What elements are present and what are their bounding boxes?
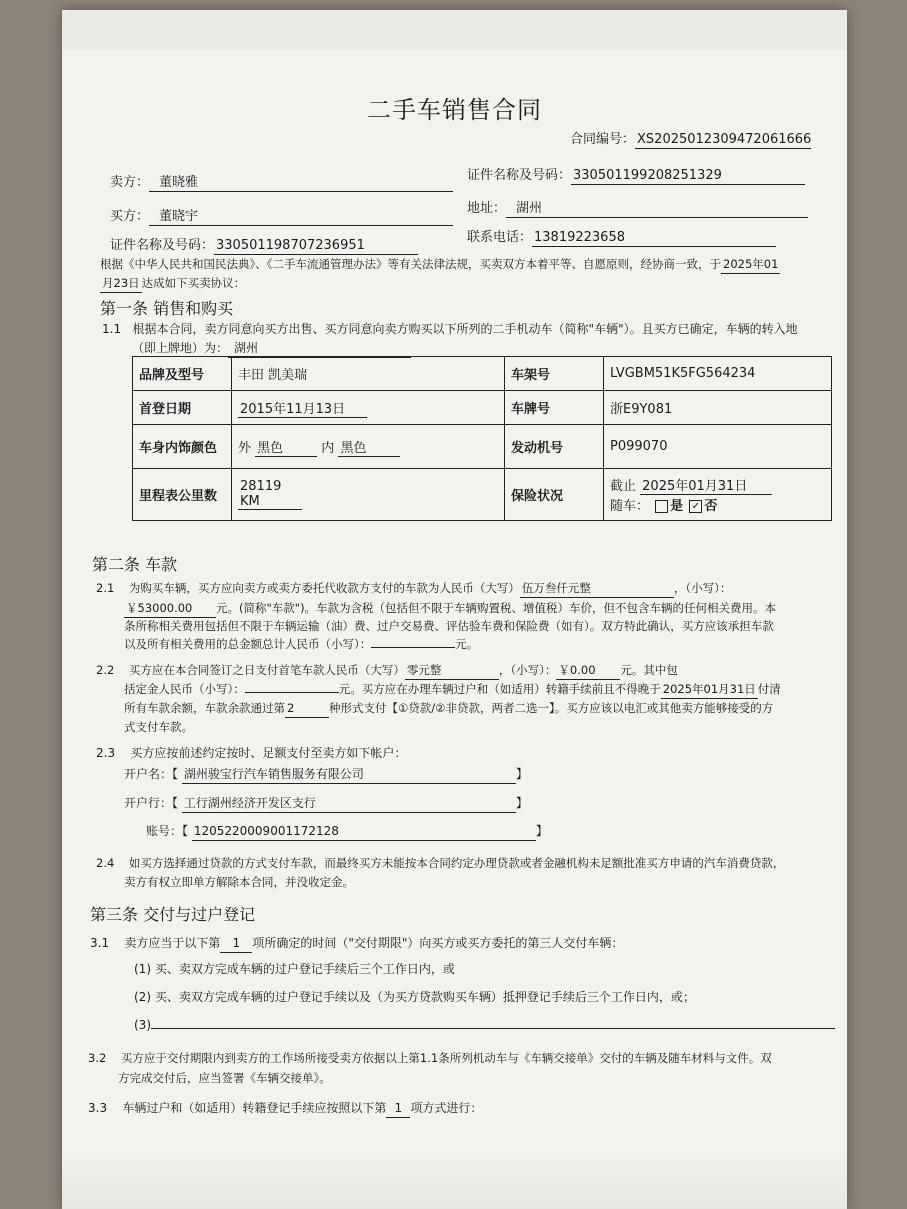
clause-3-2-a	[88, 1050, 772, 1067]
clause-text: 项所确定的时间（"交付期限"）向买方或买方委托的第三人交付车辆：	[252, 936, 624, 950]
article-1-heading: 第一条 销售和购买	[100, 299, 234, 318]
account-number-label: 账号：	[146, 824, 183, 838]
no-label: 否	[704, 499, 718, 514]
contract-number-value: XS2025012309472061666	[637, 132, 812, 147]
address-line	[467, 200, 808, 218]
clause-2-4-b: 卖方有权立即单方解除本合同，并没收定金。	[124, 875, 354, 889]
bank-label: 开户行：	[124, 796, 173, 810]
insurance-follow	[610, 495, 825, 514]
clause-3-3	[88, 1100, 482, 1118]
intro-date-2: 月23日	[100, 275, 142, 293]
clause-text: （即上牌地）为：	[132, 341, 229, 355]
clause-2-2-d: 式支付车款。	[124, 720, 193, 734]
clause-2-4-a	[96, 855, 784, 872]
price-amount: ￥53000.00	[124, 600, 216, 618]
clause-text: 卖方应当于以下第	[124, 936, 221, 950]
total-amount-blank	[371, 647, 455, 648]
clause-2-2-a	[96, 662, 678, 680]
intro-line-1	[100, 256, 780, 274]
contract-page	[62, 10, 847, 1209]
mileage-label: 里程表公里数	[133, 469, 232, 521]
vin-value: LVGBM51K5FG564234	[604, 357, 832, 391]
clause-2-2-c	[124, 700, 773, 718]
clause-text: 买方应按前述约定按时、足额支付至卖方如下帐户：	[130, 746, 407, 760]
clause-text: ，（小写）：	[498, 663, 557, 677]
color-label: 车身内饰颜色	[133, 425, 232, 469]
buyer-line	[110, 208, 453, 226]
first-payment-amount: ￥0.00	[556, 662, 620, 680]
clause-number: 3.2	[88, 1051, 107, 1065]
first-payment-words: 零元整	[405, 662, 499, 680]
clause-2-2-b	[124, 681, 781, 699]
clause-number: 2.1	[96, 581, 115, 595]
delivery-option: 1	[220, 935, 252, 953]
clause-3-2-b: 方完成交付后，应当签署《车辆交接单》。	[118, 1071, 331, 1085]
clause-text: 元。(简称"车款")。车款为含税（包括但不限于车辆购置税、增值税）车价，但不包含车辆的任何相关费用。本	[216, 601, 777, 615]
clause-2-1-a	[96, 580, 731, 598]
clause-3-1	[90, 935, 623, 953]
exterior-label: 外	[238, 440, 252, 456]
account-name-line: 开户名：【 湖州骏宝行汽车销售服务有限公司 】	[124, 766, 528, 784]
clause-text: 括定金人民币（小写）：	[124, 682, 245, 696]
article-2-heading: 第二条 车款	[92, 555, 178, 574]
plate-label: 车牌号	[505, 391, 604, 425]
option-number: (3)	[134, 1018, 151, 1032]
clause-text: 如买方选择通过贷款的方式支付车款，而最终买方未能按本合同约定办理贷款或者金融机构未足额批准买方申请的汽车消费贷款，	[128, 856, 785, 870]
intro-line-2	[100, 275, 245, 293]
bank-value: 工行湖州经济开发区支行	[182, 795, 516, 813]
delivery-option-3	[134, 1017, 835, 1034]
mileage-value: 28119 KM	[238, 479, 302, 510]
address-label: 地址：	[467, 201, 507, 216]
registration-place: 湖州	[228, 340, 411, 358]
account-number-line: 账号：【 1205220009001172128 】	[146, 823, 548, 841]
reg-date-value: 2015年11月13日	[238, 398, 367, 418]
contract-title: 二手车销售合同	[367, 96, 542, 124]
clause-2-3	[96, 745, 406, 762]
yes-label: 是	[670, 499, 684, 514]
seller-id-label: 证件名称及号码：	[467, 168, 572, 183]
deposit-blank	[245, 692, 339, 693]
phone-line	[467, 229, 776, 247]
phone-label: 联系电话：	[467, 230, 533, 245]
final-payment-date: 2025年01月31日	[661, 681, 758, 699]
clause-text: 所有车款余额，车款余款通过第	[124, 701, 285, 715]
contract-number	[570, 131, 811, 149]
vin-label: 车架号	[505, 357, 604, 391]
page-bottom-shade	[62, 1150, 847, 1209]
account-name-value: 湖州骏宝行汽车销售服务有限公司	[182, 766, 516, 784]
account-name-label: 开户名：	[124, 767, 173, 781]
clause-2-1-b	[124, 600, 776, 618]
clause-text: 根据本合同，卖方同意向买方出售、买方同意向卖方购买以下所列的二手机动车（简称"车辆"）。且买方已确定，车辆的转入地	[132, 322, 798, 336]
clause-1-1	[102, 321, 798, 338]
payment-method: 2	[285, 700, 329, 718]
insurance-until-label: 截止	[610, 479, 637, 494]
seller-label: 卖方：	[110, 175, 150, 190]
yes-checkbox[interactable]	[655, 500, 668, 513]
buyer-label: 买方：	[110, 209, 150, 224]
follow-car-label: 随车：	[610, 499, 650, 514]
plate-value: 浙E9Y081	[604, 391, 832, 425]
clause-text: 买方应在本合同签订之日支付首笔车款人民币（大写）	[128, 663, 405, 677]
intro-text-2: 达成如下买卖协议：	[141, 276, 246, 290]
clause-number: 1.1	[102, 322, 122, 336]
mileage-cell	[232, 469, 505, 521]
seller-id-value: 330501199208251329	[571, 167, 805, 185]
insurance-until-value: 2025年01月31日	[640, 475, 772, 495]
clause-text: ，（小写）：	[673, 581, 732, 595]
clause-text: 项方式进行：	[410, 1101, 483, 1115]
account-number-value: 1205220009001172128	[192, 823, 536, 841]
insurance-until	[610, 475, 825, 495]
clause-number: 3.3	[88, 1101, 108, 1115]
clause-2-1-c: 条所称相关费用包括但不限于车辆运输（油）费、过户交易费、评估验车费和保险费（如有）。双方特此确认，买方应该承担车款	[124, 619, 774, 633]
clause-text: 元。其中包	[620, 663, 678, 677]
vehicle-info-table	[132, 356, 832, 521]
seller-line	[110, 174, 453, 192]
clause-number: 2.4	[96, 856, 115, 870]
insurance-label: 保险状况	[505, 469, 604, 521]
seller-name: 董晓雅	[149, 174, 453, 192]
delivery-option-2: (2) 买、卖双方完成车辆的过户登记手续以及（为买方贷款购买车辆）抵押登记手续后三个工作日内，或；	[134, 990, 695, 1004]
address-value: 湖州	[506, 200, 808, 218]
no-checkbox[interactable]: ✓	[689, 500, 702, 513]
interior-color: 黑色	[338, 437, 400, 457]
phone-value: 13819223658	[532, 229, 776, 247]
bank-line: 开户行：【 工行湖州经济开发区支行 】	[124, 795, 528, 813]
clause-2-1-d	[124, 636, 478, 653]
insurance-cell	[604, 469, 832, 521]
clause-number: 2.2	[96, 663, 115, 677]
registration-option: 1	[386, 1100, 410, 1118]
article-3-heading: 第三条 交付与过户登记	[90, 905, 256, 924]
brand-label: 品牌及型号	[133, 357, 232, 391]
delivery-option-1: (1) 买、卖双方完成车辆的过户登记手续后三个工作日内，或	[134, 962, 455, 976]
clause-text: 种形式支付【①贷款/②非贷款，两者二选一】。买方应该以电汇或其他卖方能够接受的方	[329, 701, 774, 715]
buyer-id-line	[110, 237, 418, 255]
clause-text: 元。买方应在办理车辆过户和（如适用）转籍手续前且不得晚于	[338, 682, 661, 696]
clause-text: 以及所有相关费用的总金额总计人民币（小写）：	[124, 637, 372, 651]
clause-number: 3.1	[90, 936, 110, 950]
interior-label: 内	[321, 440, 335, 456]
option-3-blank	[151, 1028, 835, 1029]
exterior-color: 黑色	[255, 437, 317, 457]
clause-text: 买方应于交付期限内到卖方的工作场所接受卖方依据以上第1.1条所列机动车与《车辆交接单》交付的车辆及随车材料与文件。双	[120, 1051, 772, 1065]
engine-value: P099070	[604, 425, 832, 469]
buyer-id-label: 证件名称及号码：	[110, 238, 215, 253]
color-cell	[232, 425, 505, 469]
page-shadow	[62, 10, 847, 50]
engine-label: 发动机号	[505, 425, 604, 469]
clause-number: 2.3	[96, 746, 116, 760]
brand-value: 丰田 凯美瑞	[232, 357, 505, 391]
clause-text: 元。	[455, 637, 479, 651]
reg-date-label: 首登日期	[133, 391, 232, 425]
contract-number-label: 合同编号：	[570, 132, 636, 147]
seller-id-line	[467, 167, 805, 185]
buyer-name: 董晓宇	[149, 208, 453, 226]
intro-text-1: 根据《中华人民共和国民法典》、《二手车流通管理办法》等有关法律法规，买卖双方本着平等、自愿原则，经协商一致，于	[100, 257, 721, 271]
reg-date-cell	[232, 391, 505, 425]
clause-text: 付清	[757, 682, 781, 696]
clause-text: 为购买车辆，买方应向卖方或卖方委托代收款方支付的车款为人民币（大写）	[128, 581, 520, 595]
price-in-words: 伍万叁仟元整	[520, 580, 674, 598]
buyer-id-value: 330501198707236951	[214, 237, 418, 255]
clause-text: 车辆过户和（如适用）转籍登记手续应按照以下第	[122, 1101, 387, 1115]
intro-date-1: 2025年01	[721, 256, 780, 274]
